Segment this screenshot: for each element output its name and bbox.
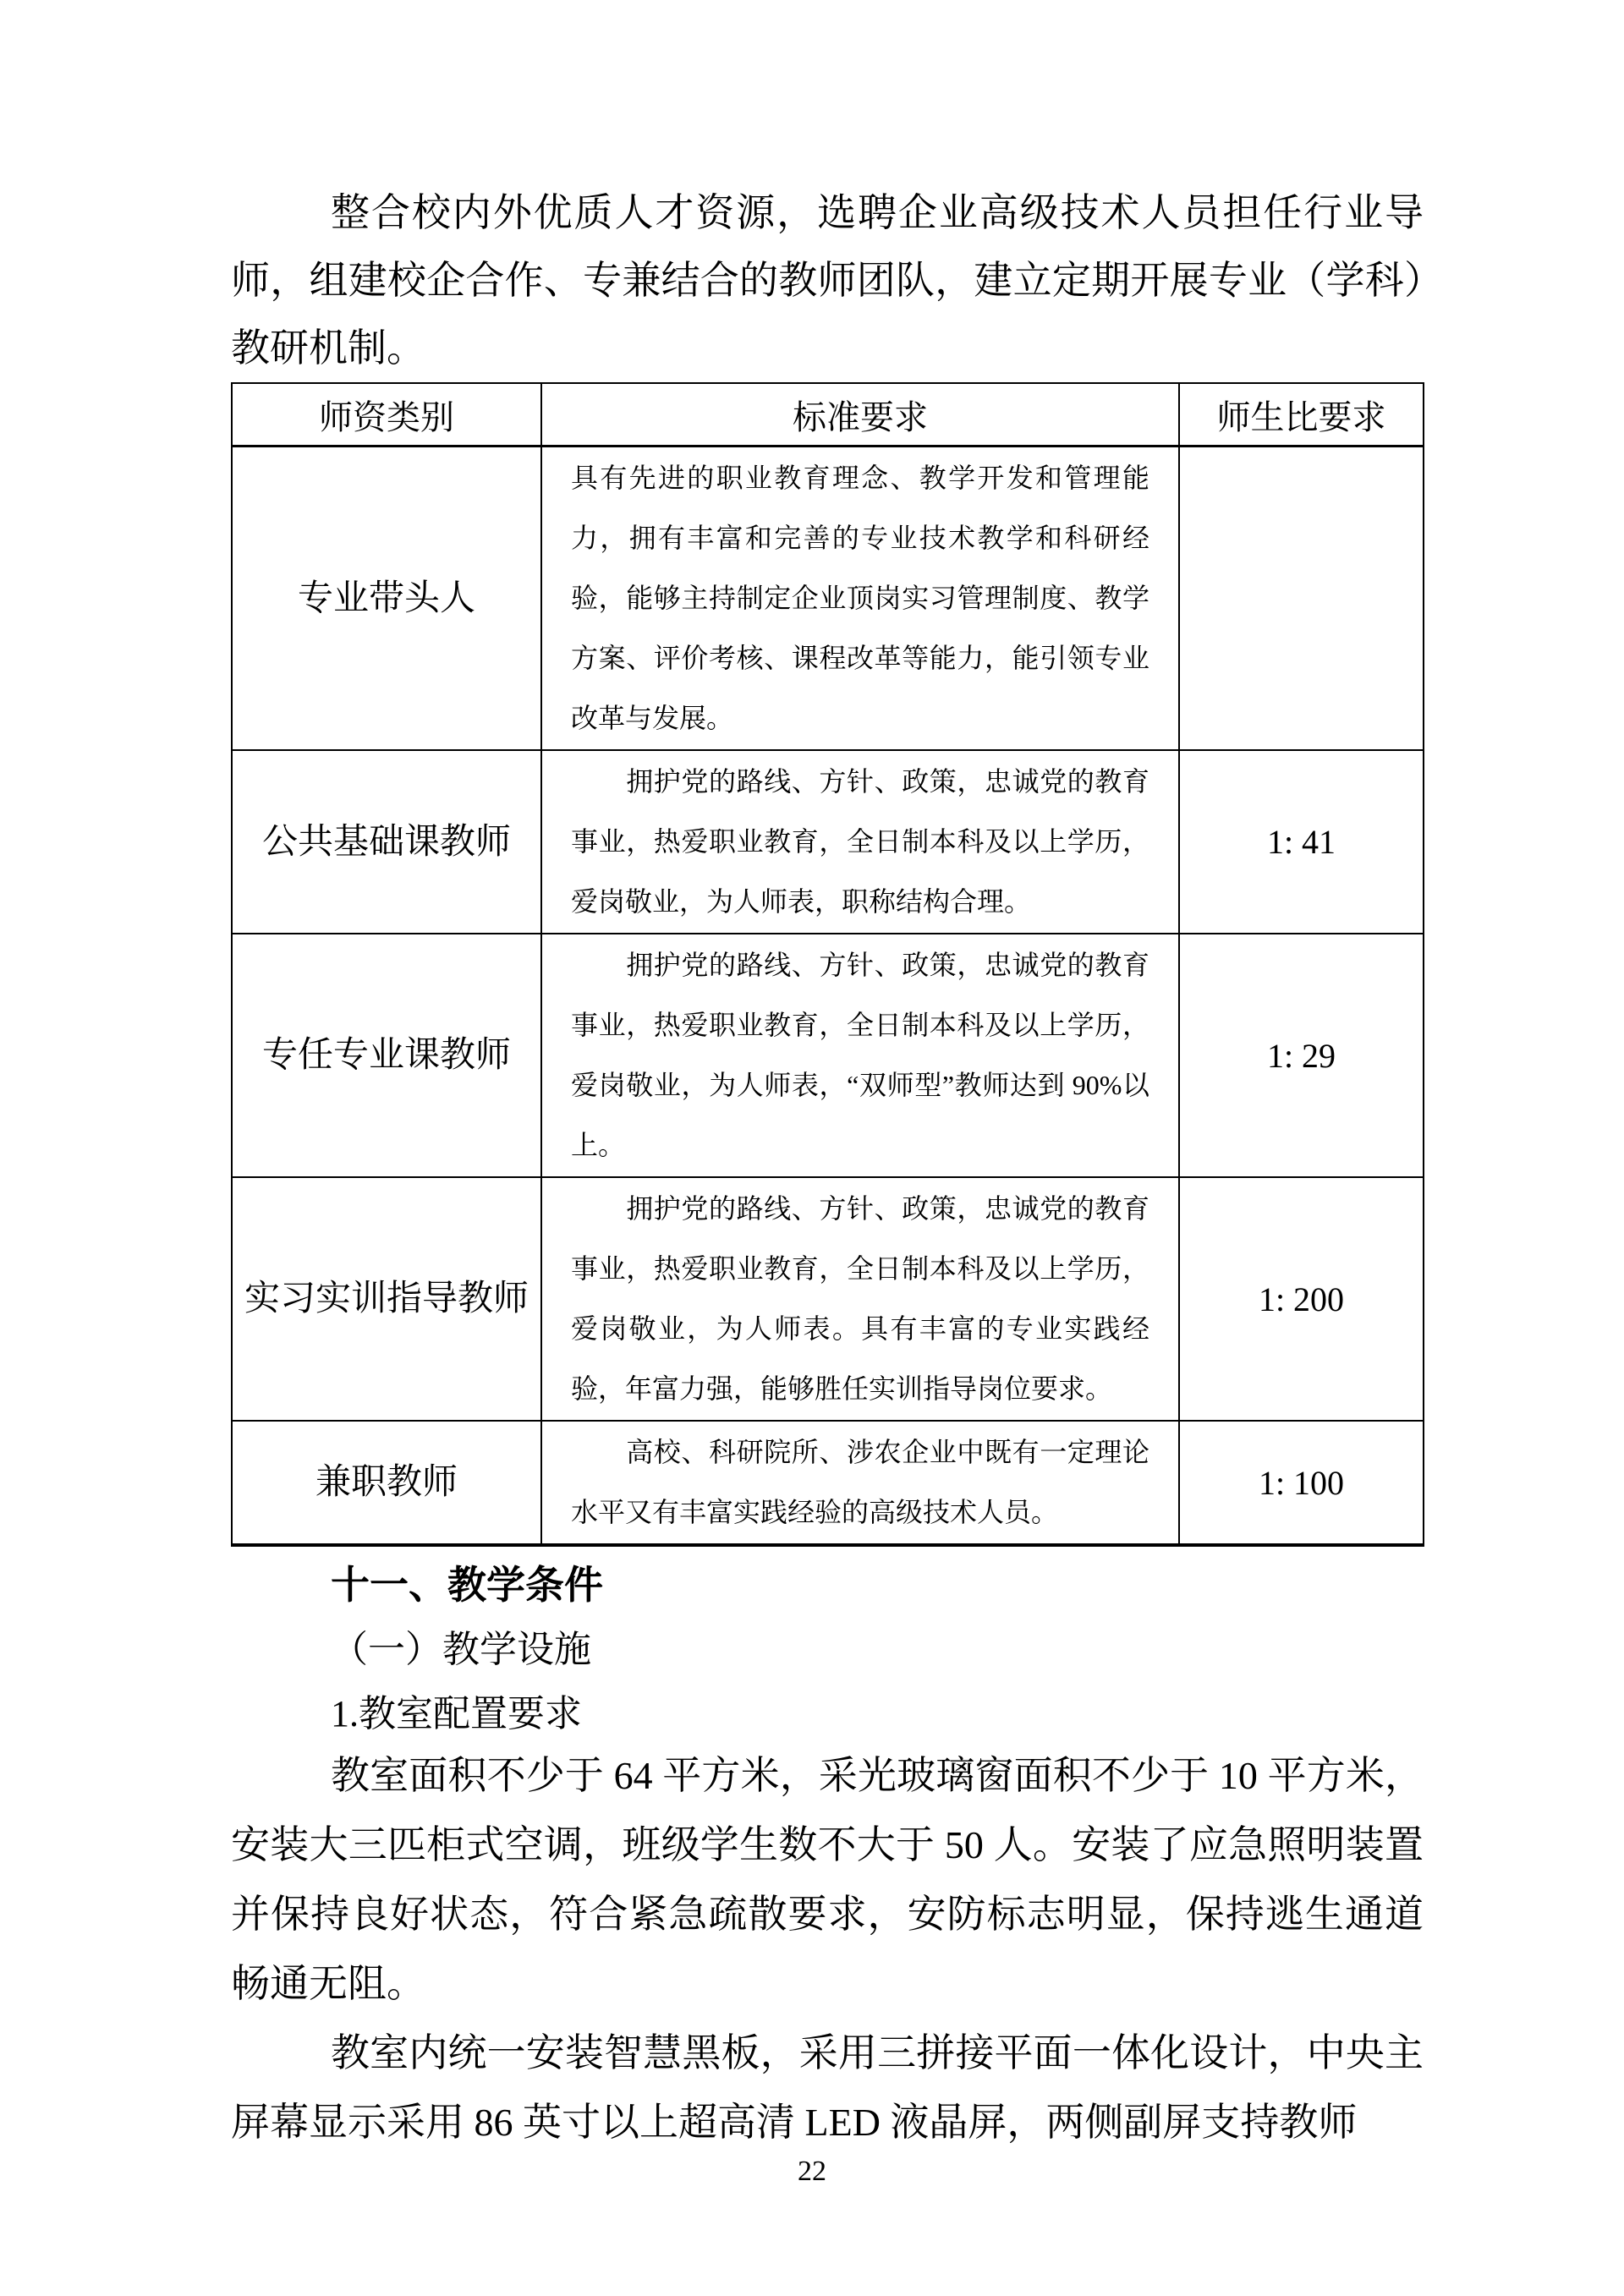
faculty-requirements-table: [231, 382, 1424, 1547]
item-heading: 1.教室配置要求: [331, 1693, 582, 1734]
ratio-cell: 1: 100: [1179, 1421, 1424, 1545]
table-row: [232, 934, 1424, 1177]
table-row: [232, 447, 1424, 751]
column-header-requirement: 标准要求: [541, 383, 1179, 447]
intro-paragraph: 整合校内外优质人才资源，选聘企业高级技术人员担任行业导师，组建校企合作、专兼结合的教师团队，建立定期开展专业（学科）教研机制。: [231, 191, 1424, 370]
ratio-cell: [1179, 447, 1424, 751]
smart-blackboard-paragraph: 教室内统一安装智慧黑板，采用三拼接平面一体化设计，中央主屏幕显示采用 86 英寸以上超高清 LED 液晶屏，两侧副屏支持教师: [231, 2031, 1424, 2144]
column-header-ratio: 师生比要求: [1179, 383, 1424, 447]
table-row: [232, 1421, 1424, 1545]
requirement-cell: 具有先进的职业教育理念、教学开发和管理能力，拥有丰富和完善的专业技术教学和科研经验，能够主持制定企业顶岗实习管理制度、教学方案、评价考核、课程改革等能力，能引领专业改革与发展。: [541, 447, 1179, 751]
category-cell: 实习实训指导教师: [232, 1177, 541, 1421]
classroom-requirements-paragraph: 教室面积不少于 64 平方米，采光玻璃窗面积不少于 10 平方米，安装大三匹柜式空调，班级学生数不大于 50 人。安装了应急照明装置并保持良好状态，符合紧急疏散要求，安防标志明显，保持逃生通道畅通无阻。: [231, 1754, 1424, 2005]
table-row: [232, 1177, 1424, 1421]
category-cell: 公共基础课教师: [232, 750, 541, 934]
page-number: 22: [798, 2156, 826, 2187]
requirement-cell: 拥护党的路线、方针、政策，忠诚党的教育事业，热爱职业教育，全日制本科及以上学历，爱岗敬业，为人师表，“双师型”教师达到 90%以上。: [541, 934, 1179, 1177]
table-row: [232, 750, 1424, 934]
ratio-cell: 1: 200: [1179, 1177, 1424, 1421]
category-cell: 兼职教师: [232, 1421, 541, 1545]
category-cell: 专任专业课教师: [232, 934, 541, 1177]
section-sub-heading: （一）教学设施: [331, 1629, 591, 1670]
ratio-cell: 1: 41: [1179, 750, 1424, 934]
chapter-heading: 十一、教学条件: [331, 1563, 603, 1607]
ratio-cell: 1: 29: [1179, 934, 1424, 1177]
column-header-category: 师资类别: [232, 383, 541, 447]
page-content: [231, 0, 1424, 2157]
requirement-cell: 高校、科研院所、涉农企业中既有一定理论水平又有丰富实践经验的高级技术人员。: [541, 1421, 1179, 1545]
category-cell: 专业带头人: [232, 447, 541, 751]
table-header-row: [232, 383, 1424, 447]
requirement-cell: 拥护党的路线、方针、政策，忠诚党的教育事业，热爱职业教育，全日制本科及以上学历，爱岗敬业，为人师表，职称结构合理。: [541, 750, 1179, 934]
requirement-cell: 拥护党的路线、方针、政策，忠诚党的教育事业，热爱职业教育，全日制本科及以上学历，爱岗敬业，为人师表。具有丰富的专业实践经验，年富力强，能够胜任实训指导岗位要求。: [541, 1177, 1179, 1421]
